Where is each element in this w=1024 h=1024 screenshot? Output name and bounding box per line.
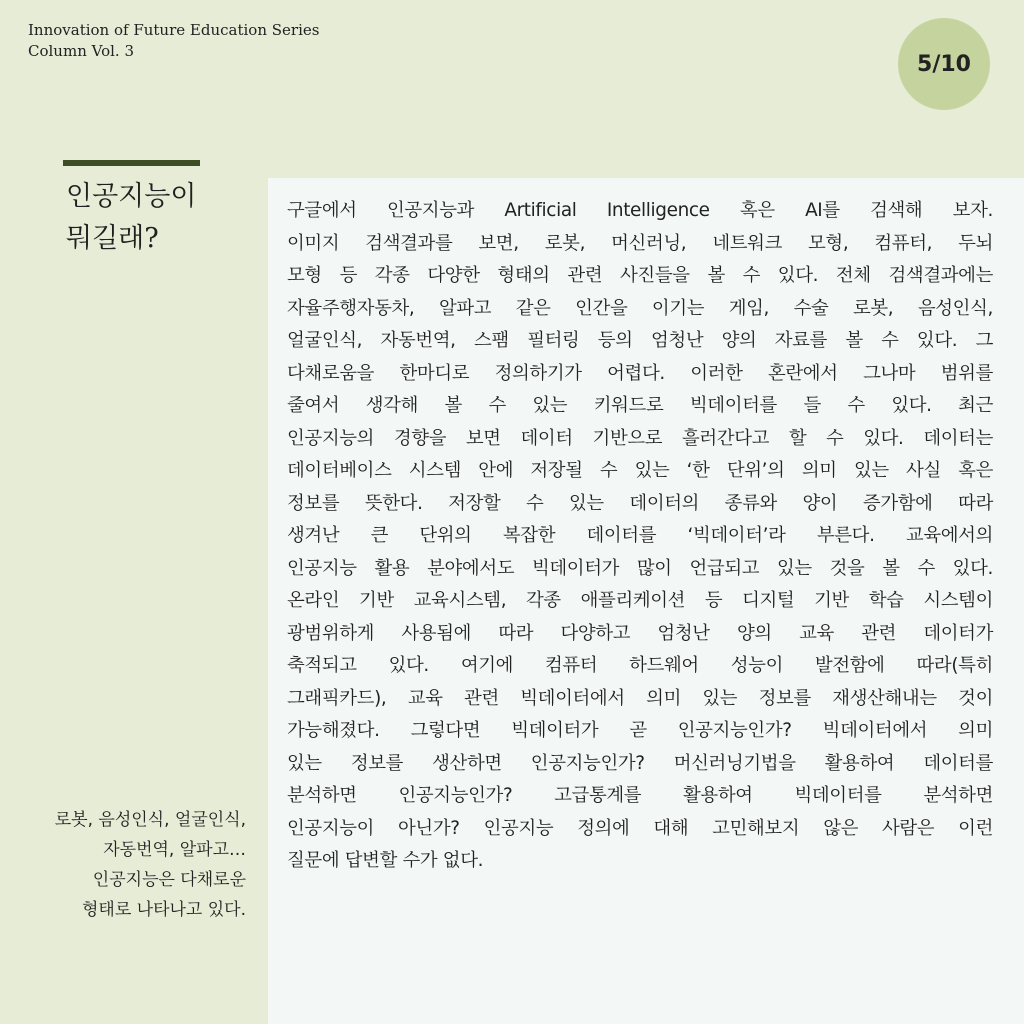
body-line: 축적되고 있다. 여기에 컴퓨터 하드웨어 성능이 발전함에 따라(특히 (287, 655, 993, 676)
series-header (28, 20, 319, 62)
body-line: 줄여서 생각해 볼 수 있는 키워드로 빅데이터를 들 수 있다. 최근 (287, 395, 993, 416)
section-heading (66, 176, 256, 260)
column-volume: Column Vol. 3 (28, 42, 134, 60)
body-line: 모형 등 각종 다양한 형태의 관련 사진들을 볼 수 있다. 전체 검색결과에는 (287, 265, 993, 286)
heading-line-2: 뭐길래? (66, 223, 159, 254)
body-line: 인공지능의 경향을 보면 데이터 기반으로 흘러간다고 할 수 있다. 데이터는 (287, 427, 993, 449)
caption-line: 자동번역, 알파고… (103, 840, 246, 860)
heading-accent-bar (63, 160, 200, 166)
body-line: 데이터베이스 시스템 안에 저장될 수 있는 ‘한 단위’의 의미 있는 사실 혹은 (287, 460, 993, 481)
body-line: 다채로움을 한마디로 정의하기가 어렵다. 이러한 혼란에서 그나마 범위를 (287, 362, 993, 384)
body-paragraph (287, 195, 993, 878)
body-line: 얼굴인식, 자동번역, 스팸 필터링 등의 엄청난 양의 자료를 볼 수 있다. 그 (287, 330, 993, 351)
page-indicator-badge (898, 18, 990, 110)
caption-line: 로봇, 음성인식, 얼굴인식, (54, 810, 246, 830)
series-title: Innovation of Future Education Series (28, 21, 320, 39)
body-line: 생겨난 큰 단위의 복잡한 데이터를 ‘빅데이터’라 부른다. 교육에서의 (287, 525, 993, 546)
page-indicator-text: 5/10 (917, 51, 971, 77)
body-line: 있는 정보를 생산하면 인공지능인가? 머신러닝기법을 활용하여 데이터를 (287, 752, 993, 774)
body-line: 질문에 답변할 수가 없다. (287, 850, 484, 871)
caption-line: 형태로 나타나고 있다. (81, 900, 246, 920)
body-line: 그래픽카드), 교육 관련 빅데이터에서 의미 있는 정보를 재생산해내는 것이 (287, 687, 993, 709)
heading-line-1: 인공지능이 (66, 181, 197, 212)
body-line: 온라인 기반 교육시스템, 각종 애플리케이션 등 디지털 기반 학습 시스템이 (287, 590, 993, 611)
body-line: 광범위하게 사용됨에 따라 다양하고 엄청난 양의 교육 관련 데이터가 (287, 622, 993, 644)
body-line: 자율주행자동차, 알파고 같은 인간을 이기는 게임, 수술 로봇, 음성인식, (287, 297, 993, 319)
body-line: 이미지 검색결과를 보면, 로봇, 머신러닝, 네트워크 모형, 컴퓨터, 두뇌 (287, 232, 993, 254)
caption-line: 인공지능은 다채로운 (92, 870, 246, 890)
body-line: 구글에서 인공지능과 Artificial Intelligence 혹은 AI를 검색해 보자. (287, 200, 993, 221)
body-line: 가능해졌다. 그렇다면 빅데이터가 곧 인공지능인가? 빅데이터에서 의미 (287, 720, 993, 741)
side-caption (1, 805, 246, 925)
body-line: 정보를 뜻한다. 저장할 수 있는 데이터의 종류와 양이 증가함에 따라 (287, 492, 993, 514)
body-line: 분석하면 인공지능인가? 고급통계를 활용하여 빅데이터를 분석하면 (287, 785, 993, 806)
body-line: 인공지능 활용 분야에서도 빅데이터가 많이 언급되고 있는 것을 볼 수 있다. (287, 557, 993, 579)
body-line: 인공지능이 아닌가? 인공지능 정의에 대해 고민해보지 않은 사람은 이런 (287, 817, 993, 839)
